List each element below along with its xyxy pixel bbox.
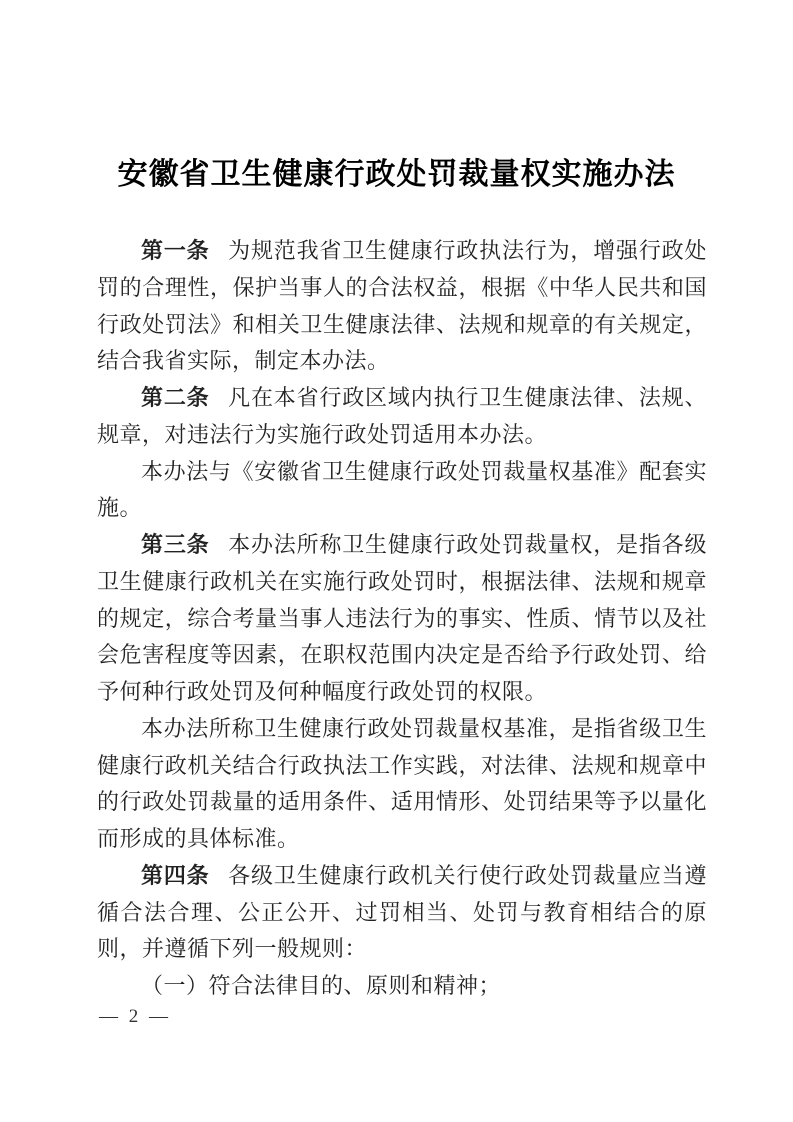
page-title: 安徽省卫生健康行政处罚裁量权实施办法 (117, 158, 676, 191)
paragraph-text: 各级卫生健康行政机关行使行政处罚裁量应当遵循合法合理、公正公开、过罚相当、处罚与教育相结合的原则，并遵循下列一般规则： (97, 862, 707, 962)
page-number: — 2 — (99, 1006, 171, 1027)
paragraph-text: 本办法所称卫生健康行政处罚裁量权，是指各级卫生健康行政机关在实施行政处罚时，根据法律、法规和规章的规定，综合考量当事人违法行为的事实、性质、情节以及社会危害程度等因素，在职权范围内决定是否给予行政处罚、给予何种行政处罚及何种幅度行政处罚的权限。 (97, 532, 707, 704)
paragraph-article-3-continued (97, 711, 707, 858)
paragraph-article-4 (97, 858, 707, 968)
paragraph-text: 为规范我省卫生健康行政执法行为，增强行政处罚的合理性，保护当事人的合法权益，根据《中华人民共和国行政处罚法》和相关卫生健康法律、法规和规章的有关规定，结合我省实际，制定本办法。 (97, 238, 707, 374)
article-number-4: 第四条 (141, 862, 210, 888)
paragraph-text: 本办法与《安徽省卫生健康行政处罚裁量权基准》配套实施。 (97, 458, 707, 521)
paragraph-article-2 (97, 380, 707, 454)
paragraph-text: 本办法所称卫生健康行政处罚裁量权基准，是指省级卫生健康行政机关结合行政执法工作实践，对法律、法规和规章中的行政处罚裁量的适用条件、适用情形、处罚结果等予以量化而形成的具体标准。 (97, 715, 707, 851)
paragraph-article-3 (97, 527, 707, 711)
article-number-3: 第三条 (141, 532, 210, 557)
article-number-1: 第一条 (141, 238, 210, 263)
paragraph-article-2-continued (97, 454, 707, 528)
document-body (97, 233, 707, 1005)
paragraph-article-1 (97, 233, 707, 380)
paragraph-text: （一）符合法律目的、原则和精神； (141, 973, 502, 998)
paragraph-list-item-1 (97, 968, 707, 1005)
article-number-2: 第二条 (141, 385, 210, 410)
paragraph-text: 凡在本省行政区域内执行卫生健康法律、法规、规章，对违法行为实施行政处罚适用本办法。 (97, 385, 707, 447)
